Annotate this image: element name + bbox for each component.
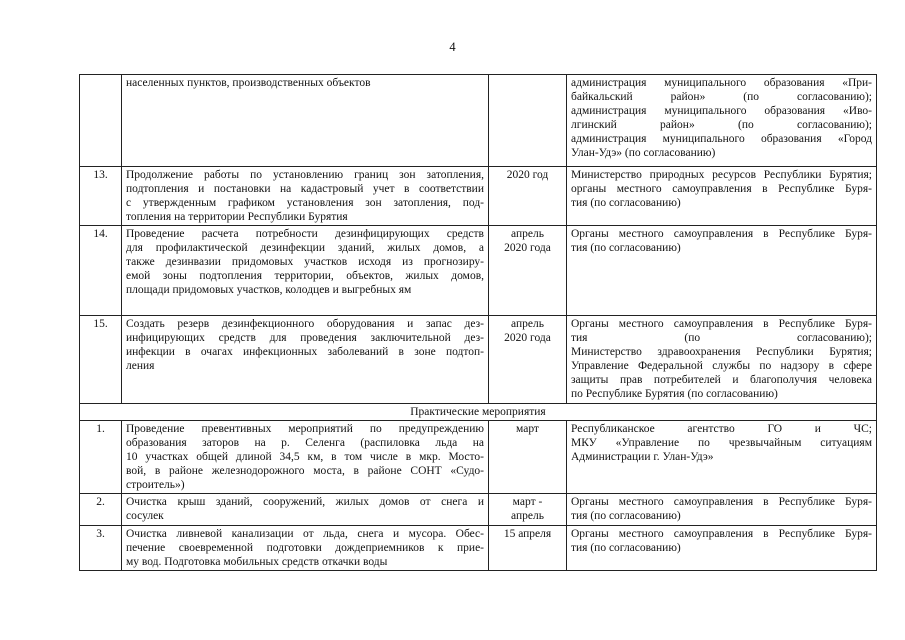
- row-number: 2.: [80, 494, 122, 526]
- organization-line: защиты прав потребителей и благополучия человека: [571, 374, 872, 386]
- measure-text-line: емой зоны подтопления территории, объектов, жилых домов,: [126, 270, 484, 282]
- measure-text-line: му вод. Подготовка мобильных средств откачки воды: [126, 556, 388, 568]
- organization-line: Органы местного самоуправления в Республике Буря-: [571, 228, 872, 240]
- section-title: Практические мероприятия: [80, 404, 877, 421]
- organization-line: тия (по согласованию): [571, 242, 681, 254]
- row-number: [80, 75, 122, 167]
- measure-text-line: с утвержденным графиком установления зон затопления, под-: [126, 197, 484, 209]
- measure-description: [122, 421, 489, 494]
- row-number: 13.: [80, 167, 122, 226]
- measure-text-line: инфицирующих средств для проведения заключительной дез-: [126, 332, 484, 344]
- measure-text-line: печение своевременной подготовки дождеприемников к прие-: [126, 542, 484, 554]
- organization-line: органы местного самоуправления в Республике Буря-: [571, 183, 872, 195]
- deadline: [489, 526, 567, 571]
- measure-text-line: 10 участках общей длиной 34,5 км, в том числе в мкр. Мосто-: [126, 451, 484, 463]
- measure-text-line: подтопления и постановки на кадастровый учет в соответствии: [126, 183, 484, 195]
- deadline: [489, 75, 567, 167]
- measure-text-line: площади придомовых участков, колодцев и выгребных ям: [126, 284, 412, 296]
- measure-text-line: также дезинвазии придомовых участков исходя из прогнозиру-: [126, 256, 484, 268]
- measure-text-line: Проведение расчета потребности дезинфицирующих средств: [126, 228, 484, 240]
- measure-text-line: вой, в районе железнодорожного моста, в районе СОНТ «Судо-: [126, 465, 484, 477]
- deadline-line: 2020 год: [506, 169, 549, 181]
- responsible-organizations: [567, 526, 877, 571]
- row-number: 1.: [80, 421, 122, 494]
- deadline: [489, 494, 567, 526]
- responsible-organizations: [567, 226, 877, 316]
- organization-line: Улан-Удэ» (по согласованию): [571, 147, 716, 159]
- organization-line: Администрации г. Улан-Удэ»: [571, 451, 714, 463]
- responsible-organizations: [567, 421, 877, 494]
- deadline: [489, 167, 567, 226]
- measure-text-line: Очистка крыш зданий, сооружений, жилых домов от снега и: [126, 496, 484, 508]
- deadline: [489, 226, 567, 316]
- section-header-row: [80, 404, 877, 421]
- measure-text-line: сосулек: [126, 510, 164, 522]
- responsible-organizations: [567, 494, 877, 526]
- organization-line: тия (по согласованию): [571, 510, 681, 522]
- deadline-line: апрель: [511, 318, 544, 330]
- measure-description: [122, 75, 489, 167]
- deadline-line: апрель: [511, 510, 544, 522]
- measure-text-line: Очистка ливневой канализации от льда, снега и мусора. Обес-: [126, 528, 484, 540]
- responsible-organizations: [567, 316, 877, 404]
- responsible-organizations: [567, 75, 877, 167]
- measures-table: [79, 74, 877, 571]
- organization-line: МКУ «Управление по чрезвычайным ситуациям: [571, 437, 872, 449]
- table-row: [80, 316, 877, 404]
- page-number: 4: [449, 40, 456, 54]
- measure-text-line: населенных пунктов, производственных объектов: [126, 77, 371, 89]
- measure-text-line: образования заторов на р. Селенга (распиловка льда на: [126, 437, 484, 449]
- deadline-line: март -: [512, 496, 543, 508]
- measure-description: [122, 167, 489, 226]
- measure-text-line: для профилактической дезинфекции зданий, жилых домов, а: [126, 242, 484, 254]
- table-row: [80, 421, 877, 494]
- deadline-line: 2020 года: [504, 242, 551, 254]
- measure-text-line: Создать резерв дезинфекционного оборудования и запас дез-: [126, 318, 484, 330]
- organization-line: администрация муниципального образования «Город: [571, 133, 872, 145]
- deadline: [489, 421, 567, 494]
- row-number: 14.: [80, 226, 122, 316]
- measure-text-line: Продолжение работы по установлению границ зон затопления,: [126, 169, 484, 181]
- organization-line: Министерство здравоохранения Республики Бурятия;: [571, 346, 872, 358]
- measure-text-line: Проведение превентивных мероприятий по предупреждению: [126, 423, 484, 435]
- table-row: [80, 494, 877, 526]
- organization-line: Органы местного самоуправления в Республике Буря-: [571, 528, 872, 540]
- row-number: 3.: [80, 526, 122, 571]
- organization-line: тия (по согласованию): [571, 197, 681, 209]
- deadline: [489, 316, 567, 404]
- measure-text-line: инфекции в очагах инфекционных заболеваний в зоне подтоп-: [126, 346, 484, 358]
- organization-line: Министерство природных ресурсов Республики Бурятия;: [571, 169, 872, 181]
- organization-line: Органы местного самоуправления в Республике Буря-: [571, 318, 872, 330]
- measure-description: [122, 526, 489, 571]
- deadline-line: апрель: [511, 228, 544, 240]
- organization-line: тия (по согласованию): [571, 542, 681, 554]
- measure-description: [122, 494, 489, 526]
- responsible-organizations: [567, 167, 877, 226]
- organization-line: администрация муниципального образования «При-: [571, 77, 872, 89]
- table-row: [80, 226, 877, 316]
- table-row: [80, 167, 877, 226]
- table-row: [80, 75, 877, 167]
- measure-text-line: строитель»): [126, 479, 185, 491]
- organization-line: Республиканское агентство ГО и ЧС;: [571, 423, 872, 435]
- organization-line: Органы местного самоуправления в Республике Буря-: [571, 496, 872, 508]
- deadline-line: 15 апреля: [503, 528, 552, 540]
- deadline-line: 2020 года: [504, 332, 551, 344]
- measure-description: [122, 226, 489, 316]
- organization-line: байкальский район» (по согласованию);: [571, 91, 872, 103]
- table-row: [80, 526, 877, 571]
- measure-text-line: ления: [126, 360, 155, 372]
- organization-line: лгинский район» (по согласованию);: [571, 119, 872, 131]
- organization-line: по Республике Бурятия (по согласованию): [571, 388, 778, 400]
- row-number: 15.: [80, 316, 122, 404]
- deadline-line: март: [516, 423, 539, 435]
- organization-line: тия (по согласованию);: [571, 332, 872, 344]
- measure-text-line: топления на территории Республики Бурятия: [126, 211, 348, 223]
- organization-line: Управление Федеральной службы по надзору в сфере: [571, 360, 872, 372]
- measure-description: [122, 316, 489, 404]
- organization-line: администрация муниципального образования «Иво-: [571, 105, 872, 117]
